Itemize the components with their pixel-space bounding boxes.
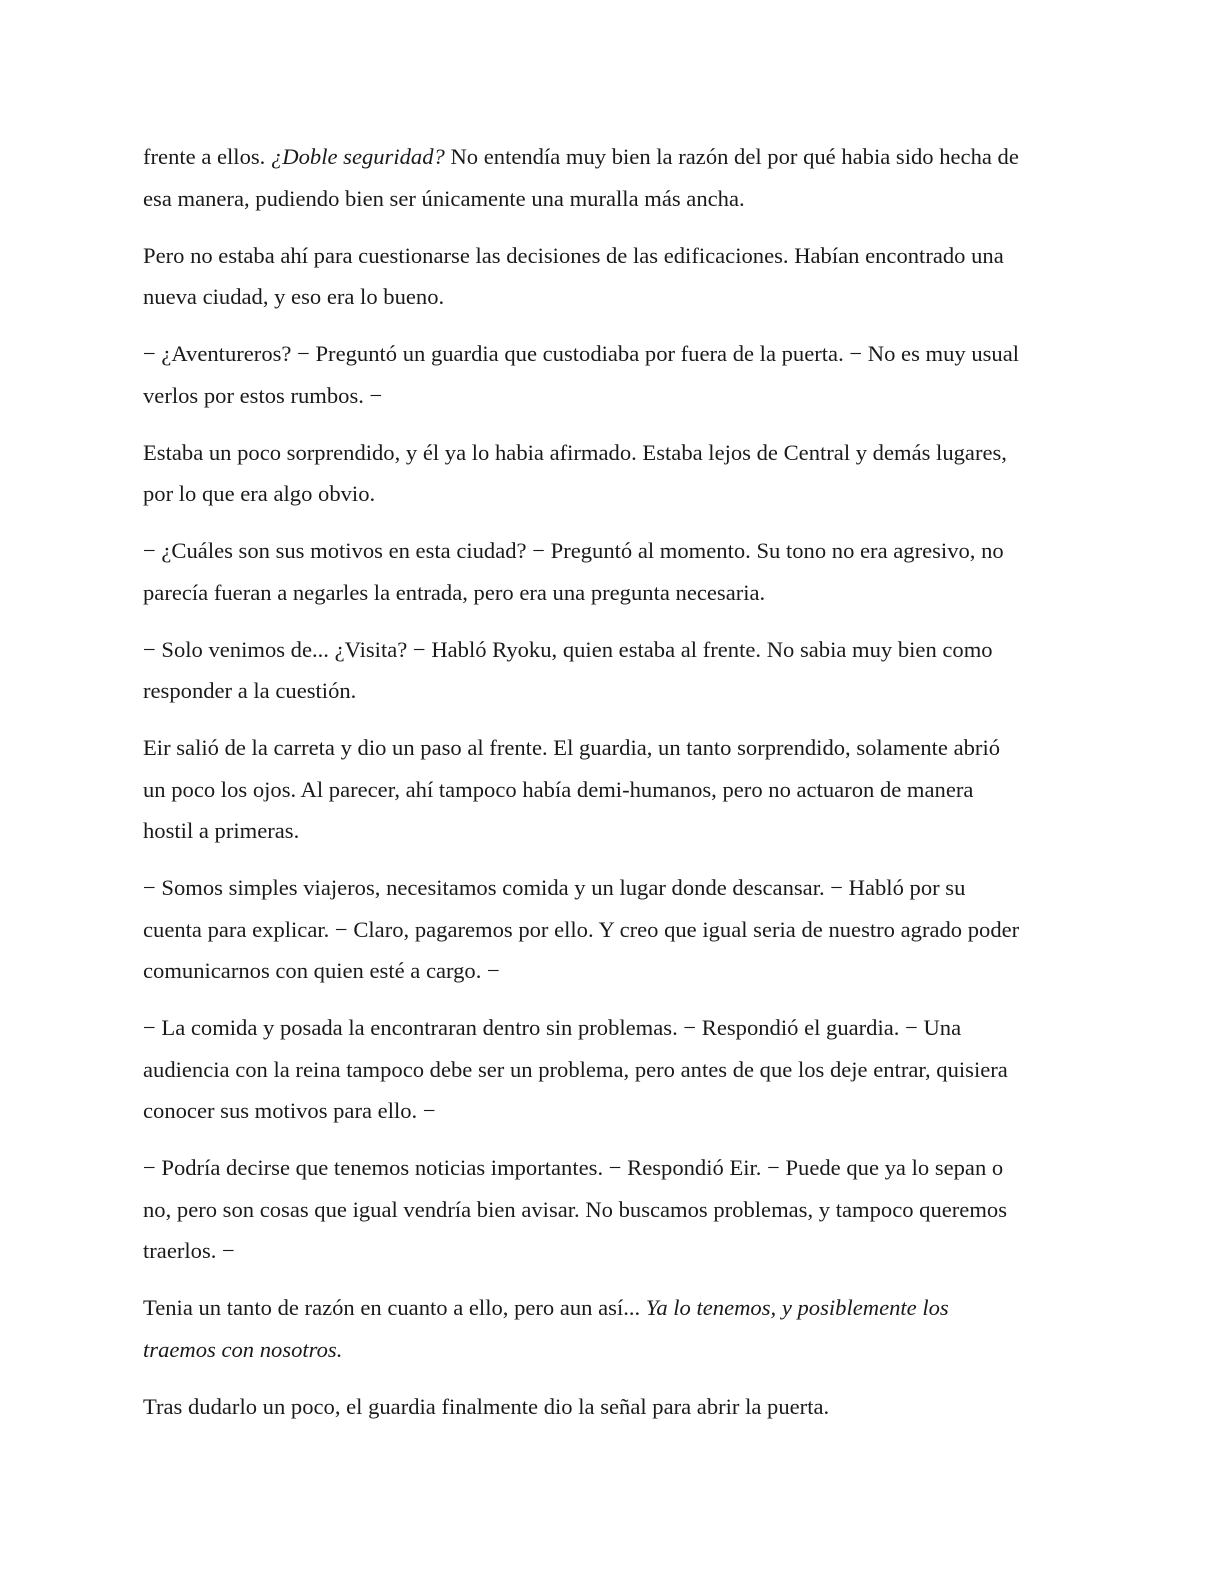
text-run: Estaba un poco sorprendido, y él ya lo habia afirmado. Estaba lejos de Central y demás lugares, [143,439,1007,465]
text-line [143,235,1078,277]
paragraph [143,1287,1078,1370]
text-line [143,1230,1078,1272]
text-line [143,178,1078,220]
italic-text-run: ¿Doble seguridad? [270,144,445,169]
text-run: hostil a primeras. [143,818,300,843]
text-line [143,432,1078,474]
text-line [143,375,1078,417]
text-line [143,810,1078,852]
text-run: − La comida y posada la encontraran dentro sin problemas. − Respondió el guardia. − Una [143,1015,962,1040]
paragraph [143,333,1078,416]
text-line [143,909,1078,951]
paragraph [143,136,1078,219]
text-run: cuenta para explicar. − Claro, pagaremos por ello. Y creo que igual seria de nuestro agrado poder [143,916,1020,942]
text-run: verlos por estos rumbos. − [143,382,383,408]
paragraph [143,235,1078,318]
paragraph [143,1386,1078,1428]
text-run: por lo que era algo obvio. [143,481,376,506]
text-run: − ¿Cuáles son sus motivos en esta ciudad? − Preguntó al momento. Su tono no era agresivo, no [143,538,1004,563]
text-line [143,769,1078,811]
document-page [143,136,1078,1443]
text-line [143,629,1078,671]
text-line [143,867,1078,909]
text-run: responder a la cuestión. [143,678,357,703]
text-line [143,276,1078,318]
text-line [143,1147,1078,1189]
text-line [143,1189,1078,1231]
text-line [143,572,1078,614]
paragraph [143,1007,1078,1132]
text-run: Eir salió de la carreta y dio un paso al frente. El guardia, un tanto sorprendido, solamente abrió [143,735,1001,760]
text-line [143,1287,1078,1329]
text-run: Tenia un tanto de razón en cuanto a ello, pero aun así... [143,1295,646,1320]
text-line [143,473,1078,515]
text-line [143,1090,1078,1132]
text-line [143,530,1078,572]
text-run: comunicarnos con quien esté a cargo. − [143,958,500,983]
text-line [143,950,1078,992]
paragraph [143,867,1078,992]
text-run: Pero no estaba ahí para cuestionarse las decisiones de las edificaciones. Habían encontrado una [143,242,1004,268]
text-run: − Podría decirse que tenemos noticias importantes. − Respondió Eir. − Puede que ya lo sepan o [143,1155,1004,1180]
paragraph [143,629,1078,712]
text-line [143,670,1078,712]
text-run: − Somos simples viajeros, necesitamos comida y un lugar donde descansar. − Habló por su [143,875,966,900]
paragraph [143,727,1078,852]
text-run: traerlos. − [143,1238,235,1263]
text-run: un poco los ojos. Al parecer, ahí tampoco había demi-humanos, pero no actuaron de manera [143,776,974,802]
text-line [143,727,1078,769]
text-run: nueva ciudad, y eso era lo bueno. [143,284,445,309]
italic-text-run: traemos con nosotros. [143,1336,343,1362]
text-line [143,333,1078,375]
text-run: no, pero son cosas que igual vendría bien avisar. No buscamos problemas, y tampoco queremos [143,1196,1008,1222]
text-run: − ¿Aventureros? − Preguntó un guardia que custodiaba por fuera de la puerta. − No es muy usual [143,341,1020,366]
text-line [143,136,1078,178]
text-line [143,1329,1078,1371]
text-run: conocer sus motivos para ello. − [143,1098,436,1123]
text-run: No entendía muy bien la razón del por qué habia sido hecha de [444,144,1019,169]
paragraph [143,432,1078,515]
text-line [143,1049,1078,1091]
text-run: − Solo venimos de... ¿Visita? − Habló Ryoku, quien estaba al frente. No sabia muy bien como [143,636,993,662]
text-line [143,1386,1078,1428]
paragraph [143,1147,1078,1272]
text-run: esa manera, pudiendo bien ser únicamente una muralla más ancha. [143,185,745,211]
italic-text-run: Ya lo tenemos, y posiblemente los [645,1295,949,1320]
text-run: frente a ellos. [143,144,271,169]
text-run: Tras dudarlo un poco, el guardia finalmente dio la señal para abrir la puerta. [143,1393,830,1419]
text-line [143,1007,1078,1049]
text-run: audiencia con la reina tampoco debe ser un problema, pero antes de que los deje entrar, quisiera [143,1056,1008,1082]
paragraph [143,530,1078,613]
text-run: parecía fueran a negarles la entrada, pero era una pregunta necesaria. [143,579,766,605]
